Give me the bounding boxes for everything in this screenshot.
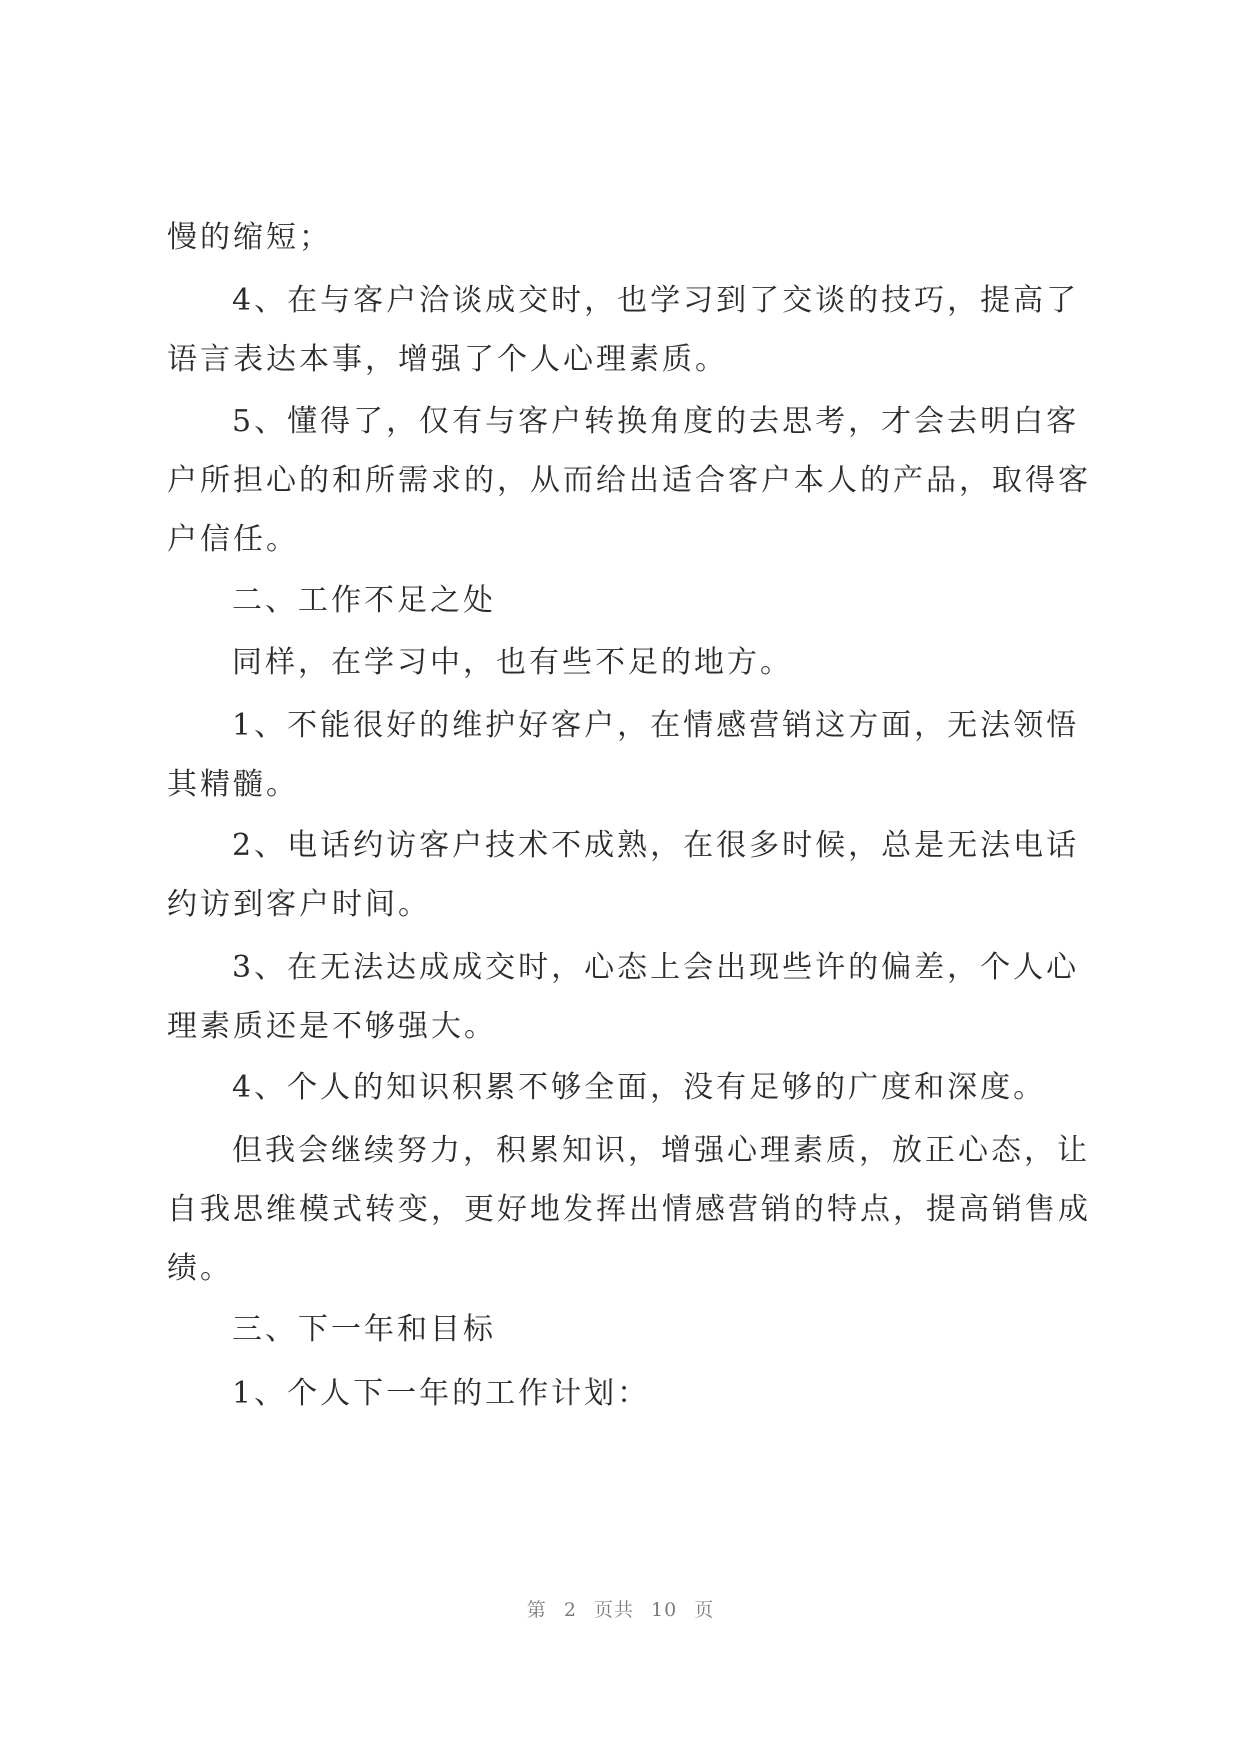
text-line: 户信任。	[167, 522, 299, 557]
text-line: 4、在与客户洽谈成交时，也学习到了交谈的技巧，提高了	[232, 283, 1080, 318]
text-line: 5、懂得了，仅有与客户转换角度的去思考，才会去明白客	[232, 404, 1080, 439]
text-line: 其精髓。	[167, 767, 299, 802]
text-line: 绩。	[167, 1251, 233, 1286]
text-line: 2、电话约访客户技术不成熟，在很多时候，总是无法电话	[232, 828, 1080, 863]
text-line: 约访到客户时间。	[167, 887, 431, 922]
text-line: 户所担心的和所需求的，从而给出适合客户本人的产品，取得客	[167, 463, 1091, 498]
section-heading: 二、工作不足之处	[232, 583, 496, 618]
text-line: 但我会继续努力，积累知识，增强心理素质，放正心态，让	[232, 1133, 1090, 1168]
text-line: 自我思维模式转变，更好地发挥出情感营销的特点，提高销售成	[167, 1192, 1091, 1227]
text-line: 1、个人下一年的工作计划：	[232, 1376, 651, 1411]
text-line: 3、在无法达成成交时，心态上会出现些许的偏差，个人心	[232, 950, 1080, 985]
section-heading: 三、下一年和目标	[232, 1312, 496, 1347]
text-line: 慢的缩短；	[167, 220, 332, 255]
text-line: 理素质还是不够强大。	[167, 1009, 497, 1044]
text-line: 语言表达本事，增强了个人心理素质。	[167, 342, 728, 377]
text-line: 1、不能很好的维护好客户，在情感营销这方面，无法领悟	[232, 708, 1080, 743]
page-number-footer: 第 2 页共 10 页	[526, 1599, 715, 1621]
text-line: 4、个人的知识积累不够全面，没有足够的广度和深度。	[232, 1070, 1047, 1105]
text-line: 同样，在学习中，也有些不足的地方。	[232, 645, 793, 680]
